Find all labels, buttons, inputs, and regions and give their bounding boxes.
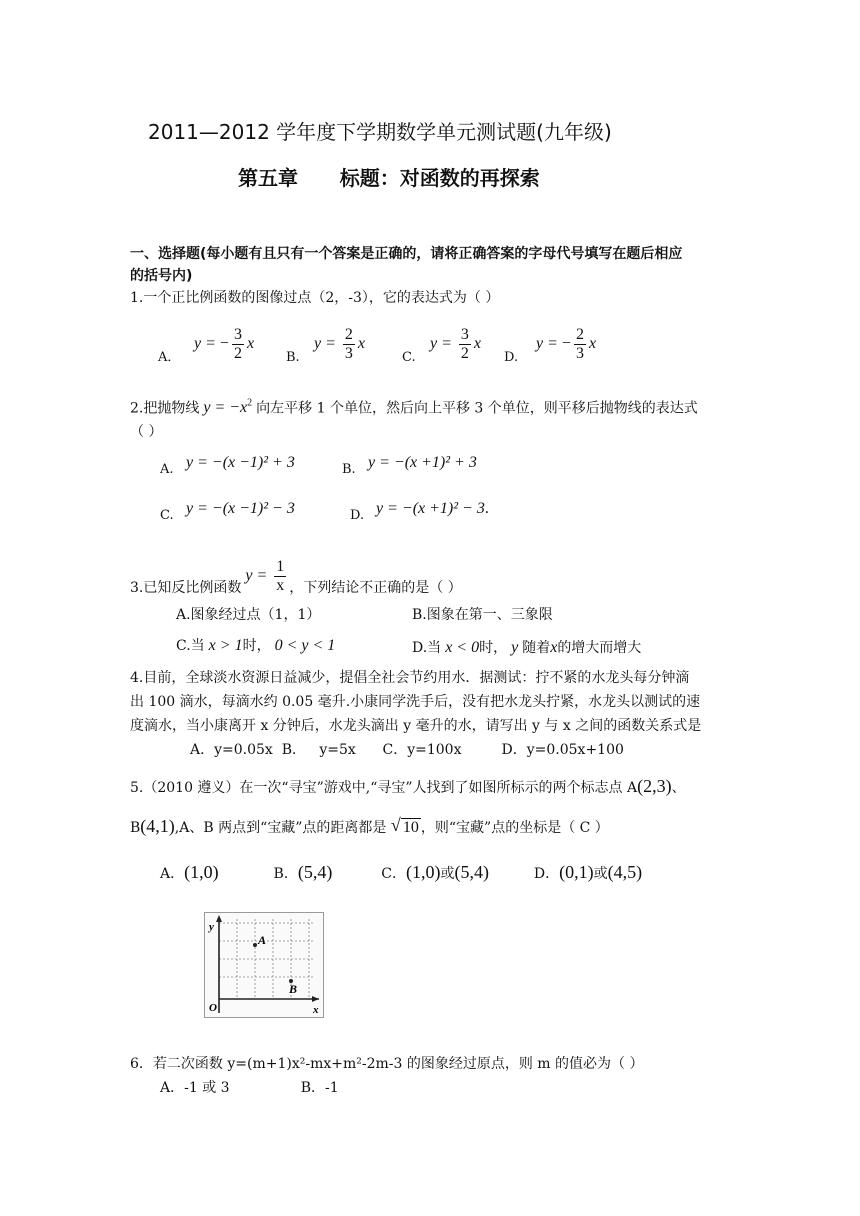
- chapter-subtitle: 第五章 标题：对函数的再探索: [238, 166, 540, 190]
- q2-option-a-expr: y = −(x −1)² + 3: [186, 454, 295, 471]
- q1-option-d-expr: y = − $\frac{2}{3}$ x: [536, 326, 597, 362]
- q5-graph-label-b: B: [289, 982, 298, 996]
- q3-option-b: B.图象在第一、三象限: [412, 607, 553, 623]
- q3-option-c: C.当 x > 1时， 0 < y < 1: [176, 637, 336, 654]
- q4-line1: 4.目前，全球淡水资源日益减少，提倡全社会节约用水．据测试：拧不紧的水龙头每分钟滴: [130, 670, 690, 686]
- q4-line2: 出 100 滴水，每滴水约 0.05 毫升.小康同学洗手后，没有把水龙头拧紧，水龙头以测试的速: [130, 694, 701, 710]
- q3-option-d: D.当 x < 0时， y 随着x的增大而增大: [412, 639, 642, 656]
- q5-point-a-dot: [253, 943, 257, 947]
- q2-option-d-label: D.: [350, 508, 365, 523]
- q5-point-a: (2,3): [637, 776, 672, 796]
- q2-option-d-expr: y = −(x +1)² − 3.: [376, 500, 489, 517]
- q5-graph-label-origin: O: [209, 1002, 217, 1014]
- q1-option-b-label: B.: [286, 350, 300, 365]
- q1-option-d-label: D.: [504, 350, 519, 365]
- q5-graph-label-x: x: [313, 1004, 319, 1016]
- q2-stem: 2.把抛物线 $y = -x^2$ 向左平移 1 个单位，然后向上平移 3 个单位，则平移后抛物线的表达式: [130, 398, 698, 417]
- q2-option-b-label: B.: [342, 462, 356, 477]
- q2-parabola-expr: $y = -x^2$: [199, 398, 253, 417]
- q5-y-arrow: [216, 915, 222, 922]
- q5-graph-label-a: A: [258, 933, 267, 947]
- q5-x-arrow: [312, 996, 319, 1002]
- q2-options: [160, 452, 720, 532]
- q4-line3: 度滴水，当小康离开 x 分钟后，水龙头滴出 y 毫升的水，请写出 y 与 x 之间的函数关系式是: [130, 718, 702, 734]
- q3-stem: 3.已知反比例函数 y = $\frac{1}{x}$ ，下列结论不正确的是（ ）: [130, 558, 462, 597]
- q2-option-c-expr: y = −(x −1)² − 3: [186, 500, 295, 517]
- q2-option-a-label: A.: [160, 462, 174, 477]
- q3-option-a: A.图象经过点（1，1）: [176, 607, 321, 623]
- q5-line2: B(4,1),A、B 两点到“宝藏”点的距离都是 √ 10 ，则“宝藏”点的坐标是（ C ）: [130, 814, 609, 840]
- section-heading-line1: 一、选择题(每小题有且只有一个答案是正确的，请将正确答案的字母代号填写在题后相应: [130, 246, 683, 262]
- q5-sqrt: √ 10: [390, 815, 419, 836]
- q1-option-a-label: A．: [158, 350, 181, 365]
- q1-option-a-expr: y = − $\frac{3}{2}$ x: [194, 326, 255, 362]
- q5-coordinate-graph: [204, 912, 324, 1018]
- q1-option-b-expr: y = $\frac{2}{3}$ x: [314, 326, 366, 362]
- q5-grid: [219, 919, 313, 999]
- q3-function-expr: y = $\frac{1}{x}$: [241, 558, 285, 594]
- q5-point-b: (4,1): [140, 816, 175, 836]
- q2-option-b-expr: y = −(x +1)² + 3: [368, 454, 477, 471]
- q1-option-c-label: C.: [402, 350, 416, 365]
- q5-graph-label-y: y: [209, 921, 214, 933]
- q1-option-c-expr: y = $\frac{3}{2}$ x: [430, 326, 482, 362]
- q6-stem: 6．若二次函数 y=(m+1)x²-mx+m²-2m-3 的图象经过原点，则 m 的值必为（ ）: [130, 1056, 644, 1072]
- q1-stem: 1.一个正比例函数的图像过点（2，-3），它的表达式为（ ）: [130, 290, 500, 306]
- section-heading-line2: 的括号内): [130, 268, 193, 284]
- q5-line1: 5.（2010 遵义）在一次“寻宝”游戏中,“寻宝”人找到了如图所标示的两个标志点 A(2,3)、: [130, 776, 686, 796]
- q1-options: [158, 322, 758, 370]
- q4-options: A．y=0.05x B． y=5x C．y=100x D．y=0.05x+100: [190, 742, 624, 758]
- exam-title: 2011—2012 学年度下学期数学单元测试题(九年级): [148, 120, 612, 144]
- q5-graph-svg: [205, 913, 323, 1017]
- q6-options: A．-1 或 3 B．-1: [160, 1080, 339, 1096]
- q2-answer-bracket: （ ）: [130, 424, 163, 440]
- q5-options: A．(1,0) B．(5,4) C．(1,0)或(5,4) D．(0,1)或(4,5): [160, 862, 643, 882]
- q2-option-c-label: C.: [160, 508, 174, 523]
